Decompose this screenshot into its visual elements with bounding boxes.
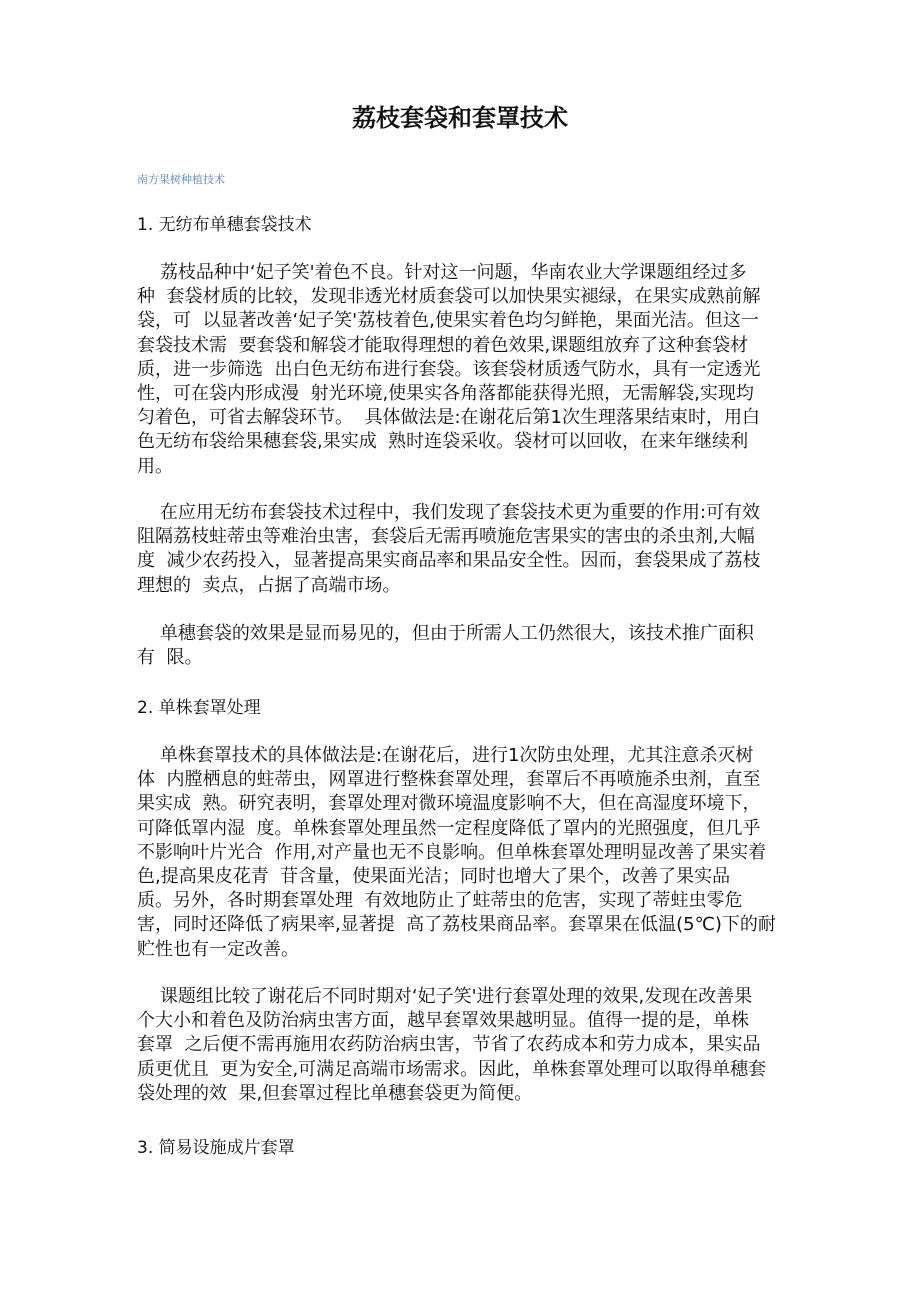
paragraph-line: 质，进一步筛选 出白色无纺布进行套袋。该套袋材质透气防水，具有一定透光 [137,358,761,380]
paragraph-line: 个大小和着色及防治病虫害方面，越早套罩效果越明显。值得一提的是，单株 [137,1010,749,1032]
paragraph-line: 袋，可 以显著改善‘妃子笑'荔枝着色,使果实着色均匀鲜艳，果面光洁。但这一 [137,310,759,332]
paragraph-line: 可降低罩内湿 度。单株套罩处理虽然一定程度降低了罩内的光照强度，但几乎 [137,817,761,839]
paragraph-line: 单株套罩技术的具体做法是:在谢花后，进行1次防虫处理，尤其注意杀灭树 [137,745,754,766]
section-heading-3: 3. 简易设施成片套罩 [137,1138,295,1158]
document-title: 荔枝套袋和套罩技术 [352,104,568,132]
paragraph [137,744,797,962]
paragraph-line: 匀着色，可省去解袋环节。 具体做法是:在谢花后第1次生理落果结束时，用白 [137,407,760,429]
paragraph-line: 阻隔荔枝蛀蒂虫等难治虫害，套袋后无需再喷施危害果实的害虫的杀虫剂,大幅 [137,526,755,548]
paragraph-line: 体 内膛栖息的蛀蒂虫，网罩进行整株套罩处理，套罩后不再喷施杀虫剂，直至 [137,769,761,791]
paragraph-line: 有 限。 [137,647,203,669]
paragraph-line: 课题组比较了谢花后不同时期对‘妃子笑'进行套罩处理的效果,发现在改善果 [137,986,753,1007]
paragraph-line: 种 套袋材质的比较，发现非透光材质套袋可以加快果实褪绿，在果实成熟前解 [137,286,761,308]
paragraph [137,622,797,670]
paragraph-line: 贮性也有一定改善。 [137,938,299,960]
paragraph [137,985,797,1106]
paragraph-line: 度 减少农药投入，显著提高果实商品率和果品安全性。因而，套袋果成了荔枝 [137,550,761,572]
paragraph-line: 理想的 卖点，占据了高端市场。 [137,574,401,596]
paragraph-line: 套罩 之后便不需再施用农药防治病虫害，节省了农药成本和劳力成本，果实品 [137,1034,761,1056]
document-subtitle: 南方果树种植技术 [137,173,225,186]
paragraph [137,261,797,479]
paragraph-line: 在应用无纺布套袋技术过程中，我们发现了套袋技术更为重要的作用:可有效 [137,502,760,523]
paragraph-line: 用。 [137,455,173,477]
paragraph-line: 质更优且 更为安全,可满足高端市场需求。因此，单株套罩处理可以取得单穗套 [137,1058,767,1080]
section-heading-2: 2. 单株套罩处理 [137,698,261,718]
paragraph-line: 不影响叶片光合 作用,对产量也无不良影响。但单株套罩处理明显改善了果实着 [137,841,767,863]
section-heading-1: 1. 无纺布单穗套袋技术 [137,215,312,235]
paragraph-line: 质。另外，各时期套罩处理 有效地防止了蛀蒂虫的危害，实现了蒂蛀虫零危 [137,890,743,912]
paragraph-line: 单穗套袋的效果是显而易见的，但由于所需人工仍然很大，该技术推广面积 [137,623,754,644]
paragraph-line: 色无纺布袋给果穗套袋,果实成 熟时连袋采收。袋材可以回收，在来年继续利 [137,431,749,453]
paragraph-line: 袋处理的效 果,但套罩过程比单穗套袋更为简便。 [137,1082,533,1104]
paragraph-line: 害，同时还降低了病果率,显著提 高了荔枝果商品率。套罩果在低温(5℃)下的耐 [137,914,776,936]
paragraph [137,501,797,598]
paragraph-line: 色,提高果皮花青 苷含量，使果面光洁；同时也增大了果个，改善了果实品 [137,866,731,888]
paragraph-line: 性，可在袋内形成漫 射光环境,使果实各角落都能获得光照，无需解袋,实现均 [137,383,754,405]
paragraph-line: 套袋技术需 要套袋和解袋才能取得理想的着色效果,课题组放弃了这种套袋材 [137,334,749,356]
paragraph-line: 果实成 熟。研究表明，套罩处理对微环境温度影响不大，但在高湿度环境下， [137,793,761,815]
paragraph-line: 荔枝品种中‘妃子笑'着色不良。针对这一问题，华南农业大学课题组经过多 [137,262,747,283]
